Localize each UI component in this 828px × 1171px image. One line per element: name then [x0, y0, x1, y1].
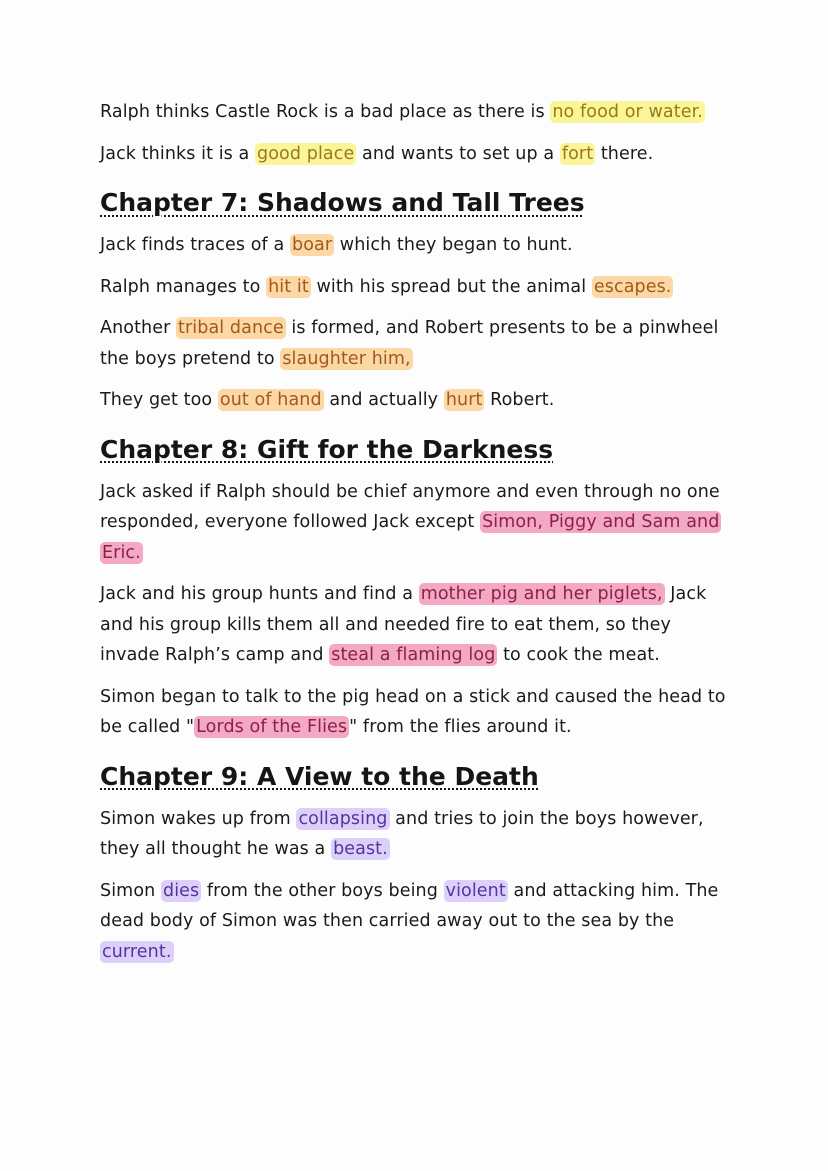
note-paragraph [100, 876, 728, 968]
highlight-yellow: no food or water. [552, 102, 703, 122]
text-segment: and tries to join the boys however, they all thought he was a [100, 808, 704, 859]
chapter-heading-wrapper [100, 180, 728, 230]
highlight-orange: escapes. [593, 276, 672, 297]
text-segment: Jack and his group hunts and find a [100, 584, 419, 604]
note-paragraph [100, 272, 728, 303]
text-segment: They get too [100, 390, 218, 410]
highlight-purple: current. [102, 941, 172, 962]
chapter-heading: Chapter 7: Shadows and Tall Trees [100, 188, 585, 217]
highlight-orange: boar [291, 235, 333, 255]
highlight-purple: beast. [333, 839, 388, 859]
text-segment: Ralph manages to [100, 276, 267, 297]
highlight-orange: hurt [445, 390, 483, 410]
text-segment: Robert. [484, 390, 555, 410]
highlight-yellow: fort [561, 143, 594, 164]
chapter-heading-wrapper [100, 754, 728, 804]
text-segment: Another [100, 318, 177, 338]
notes-document [100, 97, 728, 978]
text-segment: Simon began to talk to the pig head on a stick and caused the head to be called " [100, 686, 726, 737]
text-segment: Jack finds traces of a [100, 235, 290, 255]
text-segment: Jack thinks it is a [100, 143, 256, 164]
note-paragraph [100, 804, 728, 865]
text-segment: " from the flies around it. [349, 717, 572, 737]
highlight-orange: slaughter him, [282, 348, 411, 369]
note-paragraph [100, 385, 728, 416]
text-segment: to cook the meat. [497, 645, 660, 665]
highlight-orange: hit it [268, 276, 309, 297]
text-segment: Ralph thinks Castle Rock is a bad place as there is [100, 102, 551, 122]
text-segment: from the other boys being [201, 880, 444, 901]
text-segment: with his spread but the animal [310, 276, 592, 297]
text-segment: and actually [323, 390, 444, 410]
note-paragraph [100, 313, 728, 374]
note-paragraph [100, 477, 728, 569]
note-paragraph [100, 97, 728, 128]
note-paragraph [100, 682, 728, 743]
highlight-orange: tribal dance [178, 318, 284, 338]
highlight-pink: Simon, Piggy and Sam and Eric. [102, 512, 720, 563]
text-segment: there. [595, 143, 654, 164]
highlight-pink: steal a flaming log [331, 645, 496, 665]
note-paragraph [100, 230, 728, 261]
text-segment: which they began to hunt. [334, 235, 573, 255]
chapter-heading: Chapter 9: A View to the Death [100, 761, 539, 791]
highlight-pink: mother pig and her piglets, [420, 584, 663, 604]
text-segment: Jack asked if Ralph should be chief anymore and even through no one responded, everyone followed Jack except [100, 481, 720, 532]
chapter-heading: Chapter 8: Gift for the Darkness [100, 434, 554, 464]
highlight-pink: Lords of the Flies [196, 717, 348, 737]
highlight-purple: dies [162, 880, 200, 901]
note-paragraph [100, 139, 728, 170]
highlight-purple: violent [445, 880, 506, 901]
text-segment: Simon [100, 880, 161, 901]
text-segment: and wants to set up a [356, 143, 560, 164]
text-segment: is formed, and Robert presents to be a pinwheel the boys pretend to [100, 318, 719, 369]
text-segment: Jack and his group kills them all and needed fire to eat them, so they invade Ralph’s camp and [100, 584, 707, 665]
highlight-yellow: good place [257, 143, 355, 164]
highlight-orange: out of hand [219, 390, 322, 410]
highlight-purple: collapsing [298, 808, 388, 829]
note-paragraph [100, 579, 728, 671]
text-segment: and attacking him. The dead body of Simon was then carried away out to the sea by the [100, 880, 719, 931]
chapter-heading-wrapper [100, 427, 728, 477]
text-segment: Simon wakes up from [100, 808, 297, 829]
